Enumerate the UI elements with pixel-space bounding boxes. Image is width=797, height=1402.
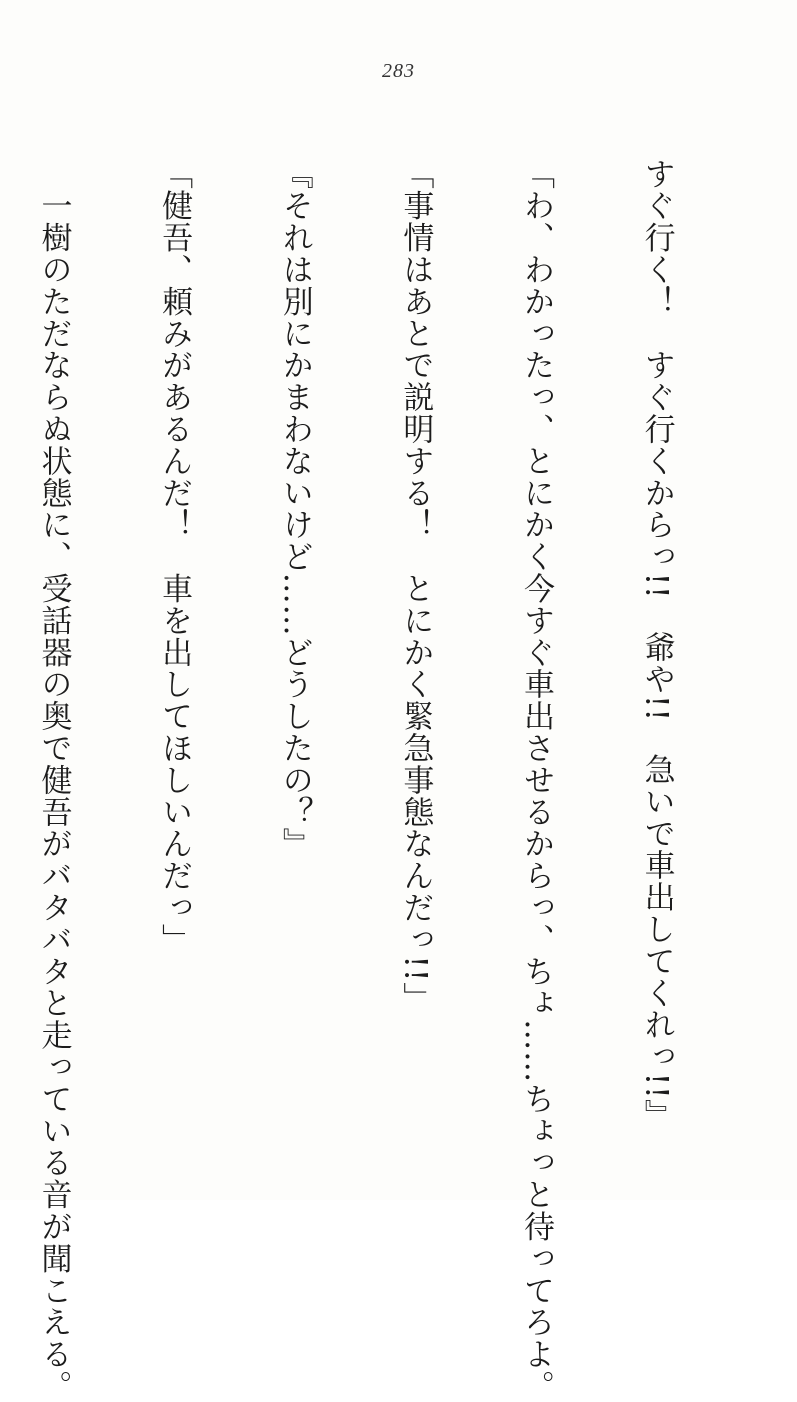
text-line-4: 『それは別にかまわないけど……どうしたの？』 xyxy=(276,158,313,860)
page-number: 283 xyxy=(382,60,415,82)
text-line-3: 「事情はあとで説明する！ とにかく緊急事態なんだっ!!」 xyxy=(397,158,434,1015)
text-line-6: 一樹のただならぬ状態に、受話器の奥で健吾がバタバタと走っている音が聞こえる。 xyxy=(35,158,72,1402)
text-line-5: 「健吾、頼みがあるんだ！ 車を出してほしいんだっ」 xyxy=(156,158,193,956)
text-line-2: 「わ、わかったっ、とにかく今すぐ車出させるからっ、ちょ……ちょっと待ってろよ。 xyxy=(517,158,554,1402)
vertical-text-body xyxy=(0,158,757,1402)
text-line-1: すぐ行く！ すぐ行くからっ!! 爺や!! 急いで車出してくれっ!!』 xyxy=(638,158,675,1132)
